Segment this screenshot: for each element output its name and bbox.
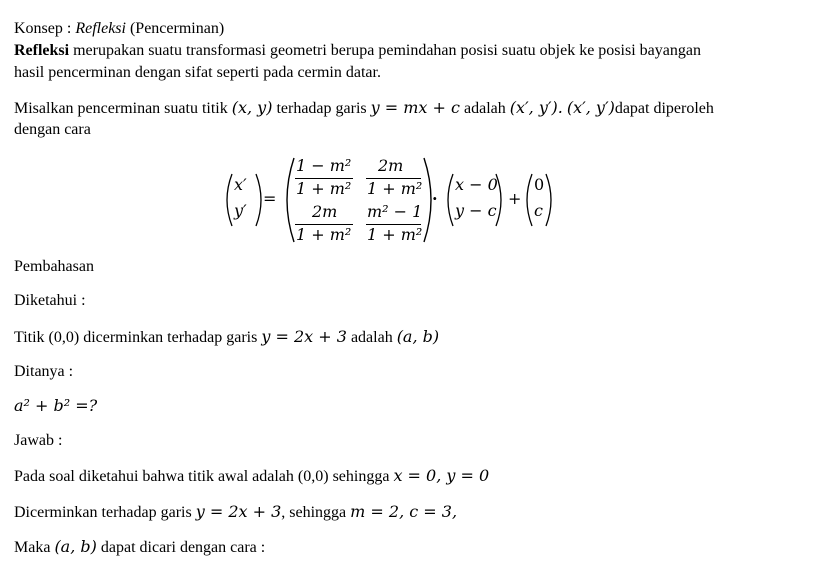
v1-top: x − 0 — [455, 175, 498, 194]
m12-numerator: 2m — [378, 156, 404, 175]
v2-bottom: c — [534, 201, 543, 220]
v1-bottom: y − c — [455, 201, 497, 220]
concept-suffix: (Pencerminan) — [125, 20, 225, 37]
setup-text-c: adalah — [460, 100, 510, 117]
mirror-text-a: Dicerminkan terhadap garis — [14, 504, 196, 521]
concept-prefix: Konsep : — [14, 20, 76, 37]
given-text-a: Titik (0,0) dicerminkan terhadap garis — [14, 329, 262, 346]
m12-denominator: 1 + m² — [367, 179, 423, 198]
m21-numerator: 2m — [312, 202, 338, 221]
m22-denominator: 1 + m² — [367, 225, 423, 244]
diketahui-heading: Diketahui : — [14, 292, 86, 309]
maka-text-a: Maka — [14, 539, 55, 556]
setup-text-a: Misalkan pencerminan suatu titik — [14, 100, 232, 117]
setup-image-point: (x′, y′). — [509, 98, 563, 117]
setup-line-2: dengan cara — [14, 121, 91, 138]
setup-text-d: dapat diperoleh — [614, 100, 714, 117]
maka-point-ab: (a, b) — [54, 537, 97, 556]
given-line-eq: y = 2x + 3 — [261, 327, 347, 346]
dot-operator: · — [432, 189, 438, 208]
m11-denominator: 1 + m² — [296, 179, 352, 198]
concept-term: Refleksi — [75, 20, 126, 37]
setup-image-point-2: (x′, y′) — [566, 98, 615, 117]
mirror-params: m = 2, c = 3, — [350, 502, 458, 521]
setup-line-eq: y = mx + c — [370, 98, 460, 117]
lhs-top: x′ — [234, 175, 247, 194]
v2-top: 0 — [534, 175, 545, 194]
jawab-heading: Jawab : — [14, 432, 63, 449]
setup-text-b: terhadap garis — [272, 100, 371, 117]
lhs-bottom: y′ — [234, 201, 247, 220]
ditanya-heading: Ditanya : — [14, 363, 74, 380]
initial-point-text: Pada soal diketahui bahwa titik awal adalah (0,0) sehingga — [14, 468, 394, 485]
given-line — [14, 327, 439, 348]
equals-sign: = — [263, 189, 277, 208]
pembahasan-heading: Pembahasan — [14, 258, 94, 275]
reflection-formula — [218, 154, 568, 246]
given-point-ab: (a, b) — [396, 327, 440, 346]
question-expression: a² + b² =? — [14, 396, 98, 415]
initial-point-line — [14, 466, 489, 487]
given-text-b: adalah — [346, 329, 397, 346]
m21-denominator: 1 + m² — [296, 225, 352, 244]
definition-line-1 — [14, 41, 701, 61]
setup-line-1 — [14, 98, 714, 119]
m11-numerator: 1 − m² — [296, 156, 352, 175]
definition-line-2: hasil pencerminan dengan sifat seperti pada cermin datar. — [14, 64, 381, 81]
m22-numerator: m² − 1 — [367, 202, 423, 221]
maka-text-b: dapat dicari dengan cara : — [96, 539, 266, 556]
plus-sign: + — [508, 189, 522, 208]
definition-bold-term: Refleksi — [14, 42, 70, 59]
mirror-line — [14, 502, 457, 523]
mirror-text-b: , sehingga — [281, 504, 351, 521]
definition-text: merupakan suatu transformasi geometri berupa pemindahan posisi suatu objek ke posisi bayangan — [69, 42, 701, 59]
mirror-line-eq: y = 2x + 3 — [195, 502, 282, 521]
setup-point: (x, y) — [231, 98, 273, 117]
concept-title — [14, 19, 224, 39]
initial-point-eq: x = 0, y = 0 — [393, 466, 490, 485]
maka-line — [14, 537, 265, 558]
